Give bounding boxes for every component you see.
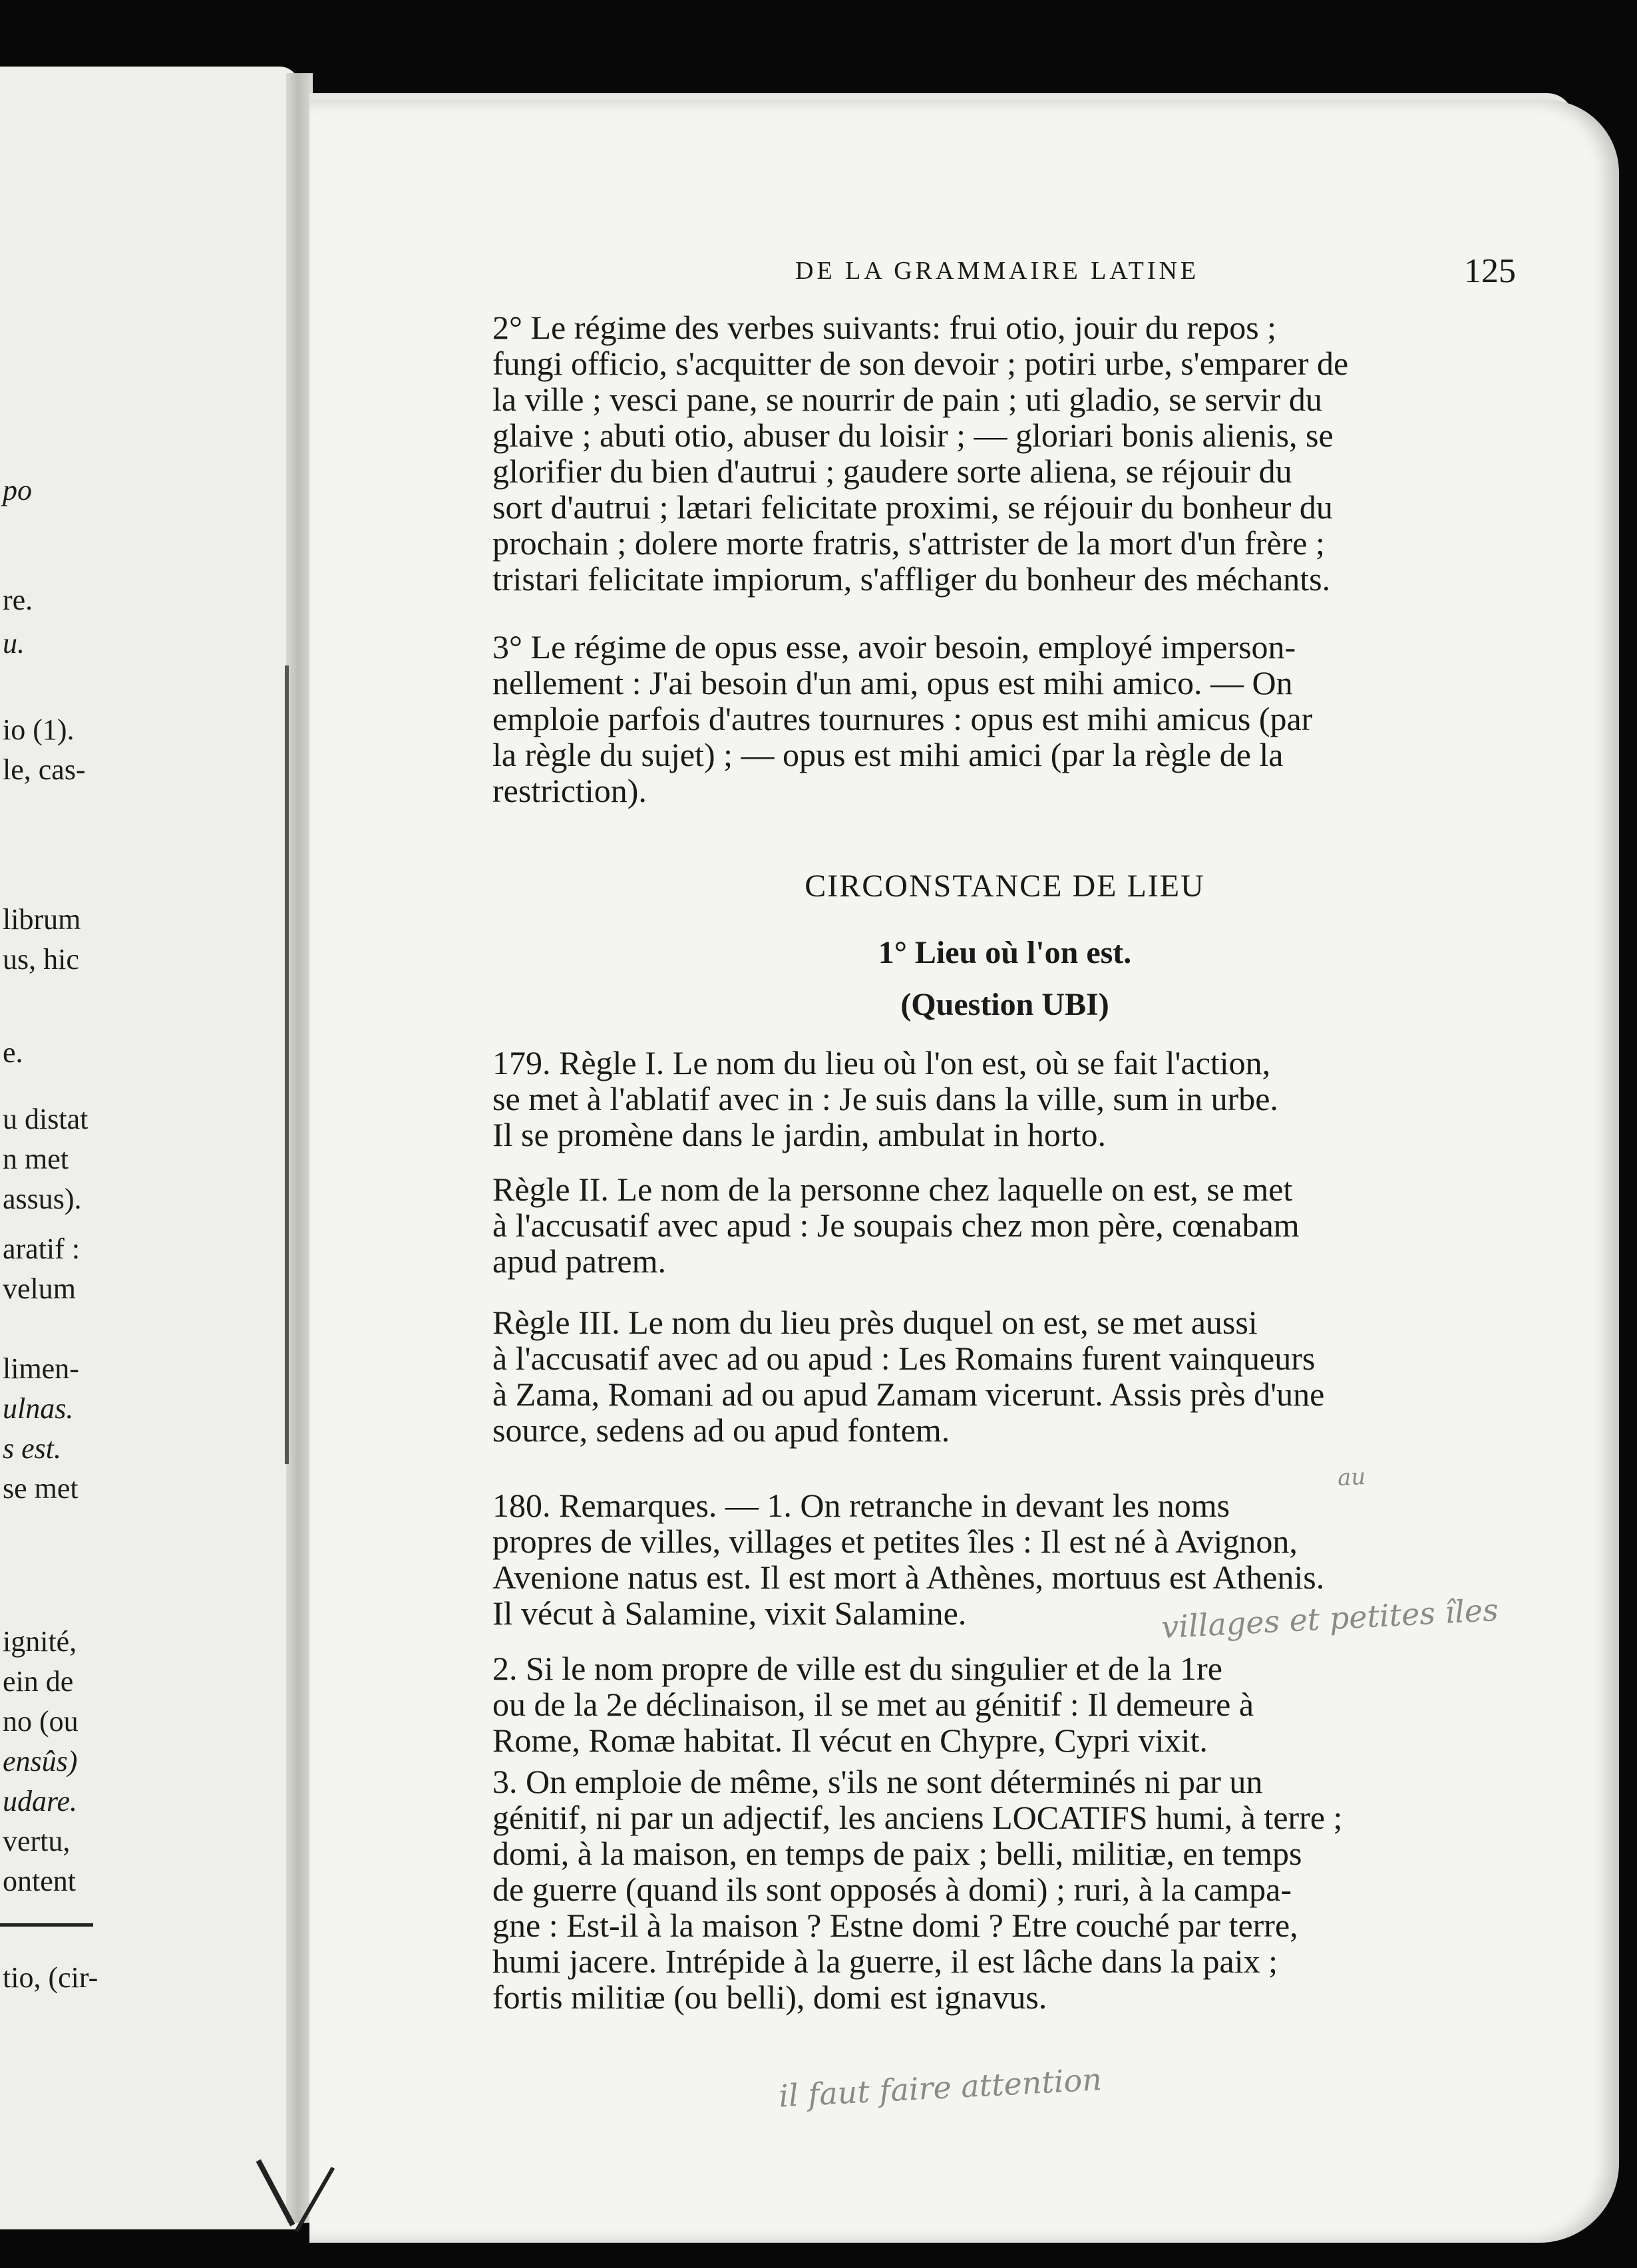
text-line: Il vécut à Salamine, vixit Salamine.	[492, 1595, 967, 1632]
section-title: CIRCONSTANCE DE LIEU	[805, 868, 1205, 904]
text-line: restriction).	[492, 772, 647, 809]
previous-page-text-fragment: se met	[3, 1472, 79, 1505]
text-line: 180. Remarques. — 1. On retranche in devant les noms	[492, 1487, 1230, 1524]
book-gutter	[286, 73, 313, 2223]
handwritten-note-villages: villages et petites îles	[1160, 1591, 1499, 1646]
paragraph-opus-esse	[492, 629, 1517, 809]
previous-page-text-fragment: ignité,	[3, 1625, 77, 1658]
text-line: tristari felicitate impiorum, s'affliger du bonheur des méchants.	[492, 560, 1331, 598]
text-line: génitif, ni par un adjectif, les anciens LOCATIFS humi, à terre ;	[492, 1799, 1343, 1836]
previous-page-text-fragment: velum	[3, 1272, 76, 1305]
handwritten-note-top: au	[1336, 1463, 1367, 1492]
text-line: 179. Règle I. Le nom du lieu où l'on est, où se fait l'action,	[492, 1044, 1271, 1081]
previous-page-text-fragment: ensûs)	[3, 1745, 78, 1778]
text-line: nellement : J'ai besoin d'un ami, opus est mihi amico. — On	[492, 664, 1293, 701]
text-line: propres de villes, villages et petites îles : Il est né à Avignon,	[492, 1523, 1298, 1560]
running-head: DE LA GRAMMAIRE LATINE	[795, 257, 1200, 285]
text-line: prochain ; dolere morte fratris, s'attrister de la mort d'un frère ;	[492, 524, 1325, 562]
previous-page-text-fragment: u.	[3, 627, 25, 660]
text-line: à l'accusatif avec apud : Je soupais chez mon père, cœnabam	[492, 1207, 1300, 1244]
text-line: à l'accusatif avec ad ou apud : Les Romains furent vainqueurs	[492, 1340, 1316, 1377]
text-line: 2. Si le nom propre de ville est du singulier et de la 1re	[492, 1650, 1222, 1687]
text-line: apud patrem.	[492, 1242, 667, 1280]
text-line: se met à l'ablatif avec in : Je suis dans la ville, sum in urbe.	[492, 1080, 1278, 1117]
remark-180-2	[492, 1650, 1517, 1758]
text-line: sort d'autrui ; lætari felicitate proximi, se réjouir du bonheur du	[492, 488, 1333, 526]
text-line: 3. On emploie de même, s'ils ne sont déterminés ni par un	[492, 1763, 1263, 1800]
previous-page-text-fragment: no (ou	[3, 1705, 79, 1738]
previous-page-text-fragment: io (1).	[3, 713, 75, 746]
previous-page-text-fragment: po	[3, 474, 32, 506]
text-line: Avenione natus est. Il est mort à Athènes, mortuus est Athenis.	[492, 1559, 1325, 1596]
text-line: 3° Le régime de opus esse, avoir besoin, employé imperson-	[492, 628, 1296, 665]
text-line: Il se promène dans le jardin, ambulat in horto.	[492, 1116, 1106, 1153]
rule-179-regle-1	[492, 1045, 1517, 1153]
handwritten-note-bottom: il faut faire attention	[777, 2061, 1103, 2114]
text-line: Rome, Romæ habitat. Il vécut en Chypre, Cypri vixit.	[492, 1722, 1208, 1759]
previous-page-text-fragment: aratif :	[3, 1232, 81, 1265]
text-line: Règle II. Le nom de la personne chez laquelle on est, se met	[492, 1171, 1293, 1208]
text-line: fungi officio, s'acquitter de son devoir ; potiri urbe, s'emparer de	[492, 345, 1349, 382]
text-line: fortis militiæ (ou belli), domi est ignavus.	[492, 1979, 1047, 2016]
footnote-rule	[0, 1923, 93, 1927]
question-title: (Question UBI)	[900, 987, 1109, 1022]
previous-page-text-fragment: assus).	[3, 1183, 82, 1215]
previous-page-text-fragment: le, cas-	[3, 753, 86, 786]
previous-page-text-fragment: ulnas.	[3, 1392, 74, 1425]
text-line: glorifier du bien d'autrui ; gaudere sorte aliena, se réjouir du	[492, 453, 1292, 490]
text-line: la règle du sujet) ; — opus est mihi amici (par la règle de la	[492, 736, 1284, 773]
previous-page-text-fragment: n met	[3, 1143, 69, 1175]
previous-page-text-fragment: ontent	[3, 1865, 76, 1897]
previous-page-text-fragment: udare.	[3, 1785, 78, 1817]
text-line: glaive ; abuti otio, abuser du loisir ; — gloriari bonis alienis, se	[492, 417, 1334, 454]
remark-180-3	[492, 1764, 1517, 2015]
text-line: humi jacere. Intrépide à la guerre, il est lâche dans la paix ;	[492, 1943, 1278, 1980]
previous-page-text-fragment: us, hic	[3, 943, 79, 976]
text-line: gne : Est-il à la maison ? Estne domi ? Etre couché par terre,	[492, 1907, 1298, 1944]
rule-regle-3	[492, 1304, 1517, 1448]
text-line: emploie parfois d'autres tournures : opus est mihi amicus (par	[492, 700, 1313, 737]
rule-regle-2	[492, 1171, 1517, 1279]
previous-page-text-fragment: u distat	[3, 1103, 89, 1135]
previous-page-text-fragment: vertu,	[3, 1825, 71, 1857]
previous-page-text-fragment: tio, (cir-	[3, 1961, 98, 1994]
previous-page-text-fragment: s est.	[3, 1432, 61, 1465]
previous-page-text-fragment: librum	[3, 903, 81, 936]
text-line: de guerre (quand ils sont opposés à domi) ; ruri, à la campa-	[492, 1871, 1292, 1908]
paragraph-regime-verbes	[492, 309, 1517, 597]
text-line: la ville ; vesci pane, se nourrir de pain ; uti gladio, se servir du	[492, 381, 1322, 418]
previous-page-text-fragment: e.	[3, 1036, 23, 1069]
text-line: Règle III. Le nom du lieu près duquel on est, se met aussi	[492, 1304, 1258, 1341]
page-number: 125	[1464, 252, 1516, 290]
text-line: source, sedens ad ou apud fontem.	[492, 1412, 950, 1449]
text-line: à Zama, Romani ad ou apud Zamam vicerunt. Assis près d'une	[492, 1376, 1325, 1413]
previous-page-text-fragment: limen-	[3, 1352, 79, 1385]
text-line: domi, à la maison, en temps de paix ; belli, militiæ, en temps	[492, 1835, 1302, 1872]
subsection-title: 1° Lieu où l'on est.	[878, 935, 1132, 970]
text-line: 2° Le régime des verbes suivants: frui otio, jouir du repos ;	[492, 309, 1277, 346]
binding-thread	[285, 665, 289, 1464]
previous-page-text-fragment: ein de	[3, 1665, 74, 1698]
text-line: ou de la 2e déclinaison, il se met au génitif : Il demeure à	[492, 1686, 1254, 1723]
previous-page-text-fragment: re.	[3, 584, 33, 616]
